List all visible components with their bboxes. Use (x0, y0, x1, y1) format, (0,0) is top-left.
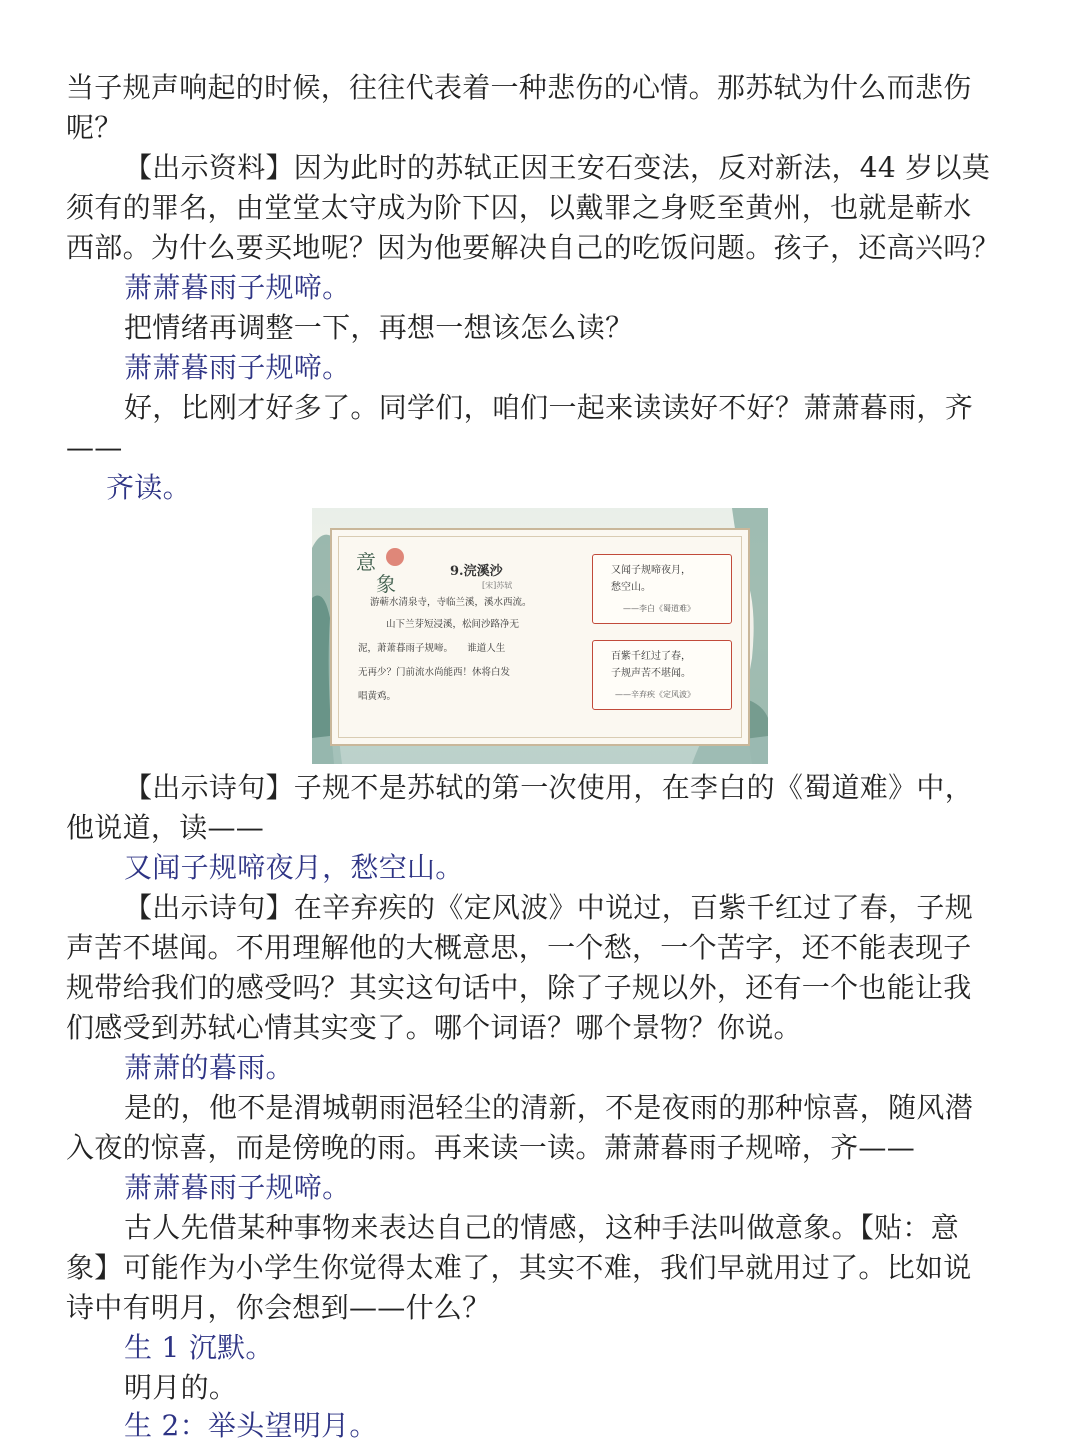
paragraph-line: 象】可能作为小学生你觉得太难了，其实不难，我们早就用过了。比如说 (66, 1251, 972, 1284)
poem-line: 唱黄鸡。 (358, 691, 397, 702)
quote-box-xinqiji: 百紫千红过了春， 子规声苦不堪闻。 ——辛弃疾《定风波》 (592, 640, 732, 710)
student-reading: 萧萧暮雨子规啼。 (124, 271, 351, 304)
paragraph-line: 他说道，读—— (66, 811, 265, 844)
paragraph-line: 明月的。 (124, 1371, 238, 1404)
paragraph-line: 是的，他不是渭城朝雨浥轻尘的清新，不是夜雨的那种惊喜，随风潜 (124, 1091, 974, 1124)
paragraph-line: 须有的罪名，由堂堂太守成为阶下囚，以戴罪之身贬至黄州，也就是蕲水 (66, 191, 972, 224)
student-answer: 生 1 沉默。 (124, 1331, 274, 1364)
yixiang-seal: 意 象 (354, 546, 410, 600)
paragraph-line: 好，比刚才好多了。同学们，咱们一起来读读好不好？萧萧暮雨，齐 (124, 391, 974, 424)
student-answer: 萧萧的暮雨。 (124, 1051, 294, 1084)
paragraph-line: 古人先借某种事物来表达自己的情感，这种手法叫做意象。【贴：意 (124, 1211, 960, 1244)
paragraph-line: 【出示资料】因为此时的苏轼正因王安石变法，反对新法，44 岁以莫 (124, 151, 991, 184)
paragraph-line: 【出示诗句】子规不是苏轼的第一次使用，在李白的《蜀道难》中， (124, 771, 974, 804)
paragraph-line: 呢？ (66, 111, 123, 144)
poem-line: 泥，萧萧暮雨子规啼。 谁道人生 (358, 643, 506, 654)
student-reading: 齐读。 (106, 471, 191, 504)
paragraph-line: 【出示诗句】在辛弃疾的《定风波》中说过，百紫千红过了春，子规 (124, 891, 974, 924)
paragraph-line: 入夜的惊喜，而是傍晚的雨。再来读一读。萧萧暮雨子规啼，齐—— (66, 1131, 916, 1164)
paragraph-line: 诗中有明月，你会想到——什么？ (66, 1291, 491, 1324)
paragraph-line: 规带给我们的感受吗？其实这句话中，除了子规以外，还有一个也能让我 (66, 971, 972, 1004)
poem-line: 无再少？门前流水尚能西！休将白发 (358, 667, 511, 678)
paragraph-line: 们感受到苏轼心情其实变了。哪个词语？哪个景物？你说。 (66, 1011, 802, 1044)
poem-line: 游蕲水清泉寺，寺临兰溪，溪水西流。 (370, 597, 532, 608)
student-reading: 又闻子规啼夜月，愁空山。 (124, 851, 464, 884)
student-reading: 萧萧暮雨子规啼。 (124, 351, 351, 384)
paragraph-line: 把情绪再调整一下，再想一想该怎么读？ (124, 311, 634, 344)
poem-author: [宋]苏轼 (482, 581, 513, 590)
poem-line: 山下兰芽短浸溪，松间沙路净无 (386, 619, 520, 630)
paragraph-line: 声苦不堪闻。不用理解他的大概意思，一个愁，一个苦字，还不能表现子 (66, 931, 972, 964)
student-answer: 生 2：举头望明月。 (124, 1409, 378, 1442)
paragraph-line: 西部。为什么要买地呢？因为他要解决自己的吃饭问题。孩子，还高兴吗？ (66, 231, 1000, 264)
student-reading: 萧萧暮雨子规啼。 (124, 1171, 351, 1204)
paragraph-line: 当子规声响起的时候，往往代表着一种悲伤的心情。那苏轼为什么而悲伤 (66, 71, 972, 104)
poem-title: 9.浣溪沙 (450, 564, 503, 579)
paragraph-line: —— (66, 431, 123, 464)
quote-box-libai: 又闻子规啼夜月， 愁空山。 ——李白《蜀道难》 (592, 554, 732, 624)
